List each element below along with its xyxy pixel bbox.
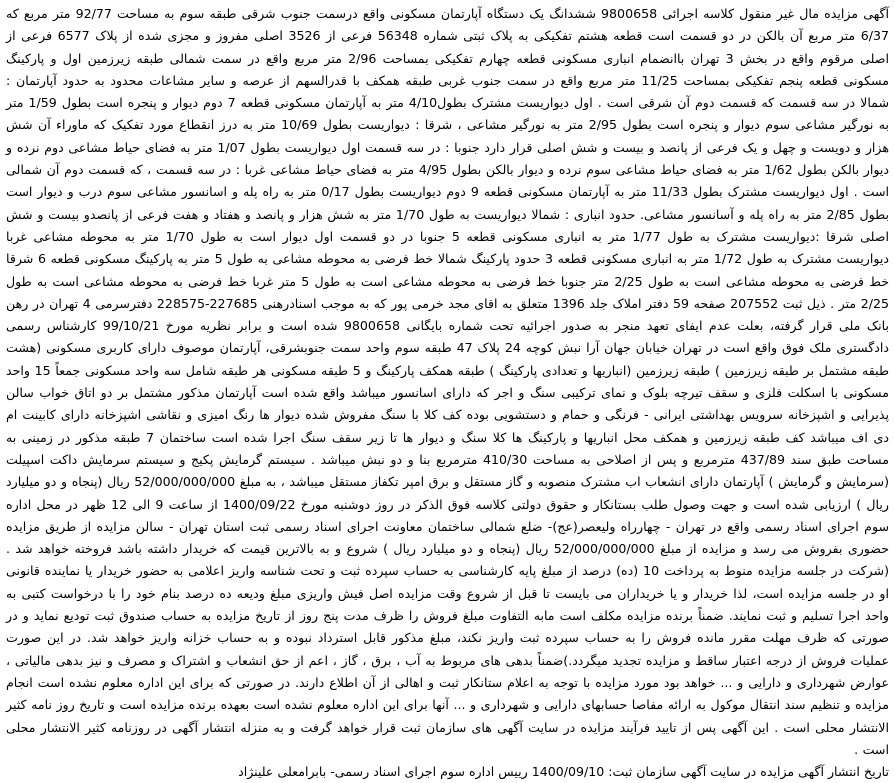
notice-body-text: آگهی مزایده مال غیر منقول کلاسه اجرائی 9800658 ششدانگ یک دستگاه آپارتمان مسکونی واقع درسمت جنوب شرقی طبقه سوم به مساحت 92/77 متر مربع که 6/37 متر مربع آن بالکن در دو قسمت است قطعه هشتم تفکیکی به پلاک ثبتی شماره 56348 فرعی از 3526 اصلی مفروز و مجزی شده از پلاک 6577 فرعی از اصلی مرقوم واقع در بخش 3 تهران باانضمام انباری مسکونی قطعه چهارم تفکیکی بمساحت 2/96 متر مربع واقع در سمت شمالی طبقه زیرزمین اول و پارکینگ مسکونی قطعه پنجم تفکیکی بمساحت 11/25 متر مربع واقع در سمت جنوب غربی طبقه همکف با قدرالسهم از عرصه و سایر مشاعات محدود به حدود آپارتمان : شمالا در سه قسمت که قسمت دوم آن شرقی است . اول دیواریست مشترک بطول4/10 متر به آپارتمان مسکونی قطعه 7 دوم دیوار و پنجره است بطول 1/59 متر به نورگیر مشاعی سوم دیوار و پنجره است بطول 2/95 متر به نورگیر مشاعی ، شرقا : دیواریست بطول 10/69 متر به درز انقطاع مورد تفکیک که ماوراء آن شش هزار و دویست و چهل و یک فرعی از پانصد و بیست و شش اصلی قرار دارد جنوبا : در سه قسمت اول دیواریست بطول 1/07 متر به فضای حیاط مشاعی دوم نرده و دیوار بالکن بطول 1/62 متر به فضای حیاط مشاعی سوم نرده و دیوار بالکن بطول 4/95 متر به فضای حیاط مشاعی غربا : در سه قسمت ، که قسمت دوم آن شمالی است . اول دیواریست مشترک بطول 11/33 متر به آپارتمان مسکونی قطعه 9 دوم دیواریست بطول 0/17 متر به راه پله و اسانسور مشاعی سوم درب و دیوار است بطول 2/85 متر به راه پله و آسانسور مشاعی. حدود انباری : شمالا دیواریست به طول 1/70 متر به شش هزار و پانصد و هفتاد و هفت فرعی از پانصدو بیست و شش اصلی شرقا :دیواریست مشترک به طول 1/77 متر به انباری مسکونی قطعه 5 جنوبا در دو قسمت اول دیوار است به طول 1/70 متر به محوطه مشاعی غربا دیواریست مشترک به طول 1/72 متر به انباری مسکونی قطعه 3 حدود پارکینگ شمالا خط فرضی به محوطه مشاعی به طول 5 متر به پارکینگ مسکونی قطعه 6 شرقا خط فرضی به محوطه مشاعی است به طول 2/25 متر جنوبا خط فرضی به محوطه مشاعی است به طول 5 متر غربا خط فرضی به محوطه مشاعی است به طول 2/25 متر . ذیل ثبت 207552 صفحه 59 دفتر املاک جلد 1396 متعلق به اقای مجد خرمی پور که به موجب اسنادرهنی 227685-228575 دفترسرمی 4 تهران در رهن بانک ملی قرار گرفته، بعلت عدم ایفای تعهد منجر به صدور اجرائیه تحت شماره بایگانی 9800658 شده است و برابر نظریه مورخ 99/10/21 کارشناس رسمی دادگستری ملک فوق واقع است در تهران خیابان جهان آرا نبش کوچه 24 پلاک 47 طبقه سوم واحد سمت جنوبشرقی، آپارتمان موصوف دارای کاربری مسکونی (هشت طبقه مشتمل بر طبقه زیرزمین ) طبقه زیرزمین (انباریها و تعدادی پارکینگ ) طبقه همکف پارکینگ و 5 طبقه مسکونی هر طبقه شامل سه واحد مسکونی جمعاً 15 واحد مسکونی با اسکلت فلزی و سقف تیرچه بلوک و نمای ترکیبی سنگ و اجر که دارای اسانسور میباشد واقع شده است آپارتمان مذکور مشتمل بر دو اتاق خواب سالن پذیرایی و اشپزخانه سرویس بهداشتی ایرانی - فرنگی و حمام و دستشویی بوده کف کلا با سنگ مفروش شده دیوار ها رنگ امیزی و نقاشی اشپزخانه دارای کابینت ام دی اف میباشد کف طبقه زیرزمین و همکف محل انباریها و پارکینگ ها کلا سنگ و دیوار ها تا زیر سقف سنگ اجرا شده است ساختمان 7 طبقه مذکور در زمینی به مساحت طبق سند 437/89 مترمربع و پس از اصلاحی به مساحت 410/30 مترمربع بنا و دو نبش میباشد . سیستم گرمایش پکیج و سیستم سرمایش داکت اسپیلت (سرمایش و گرمایش ) آپارتمان دارای انشعاب اب مشترک منصوبه و گاز مستقل و برق امپر تکفاز مستقل میباشد ، به مبلغ 52/000/000/000 ریال (پنجاه و دو میلیارد ریال ) ارزیابی شده است و جهت وصول طلب بستانکار و حقوق دولتی کلاسه فوق الذکر در روز دوشنبه مورخ 1400/09/22 از ساعت 9 الی 12 ظهر در محل اداره سوم اجرای اسناد رسمی واقع در تهران - چهارراه ولیعصر(عج)- ضلع شمالی ساختمان معاونت اجرای اسناد رسمی ثبت استان تهران - سالن مزایده از طریق مزایده حضوری بفروش می رسد و مزایده از مبلغ 52/000/000/000 ریال (پنجاه و دو میلیارد ریال ) شروع و به بالاترین قیمت که خریدار داشته باشد فروخته خواهد شد . (شرکت در جلسه مزایده منوط به پرداخت 10 (ده) درصد از مبلغ پایه کارشناسی به حساب سپرده ثبت و تحت شناسه واریز اعلامی به حضور خریدار یا نماینده قانونی او در جلسه مزایده است، لذا خریدار و یا خریداران می بایست تا قبل از شروع وقت مزایده اصل فیش واریزی مبلغ ودیعه ده درصد بنام خود را با درخواست کتبی به واحد اجرا تسلیم و ثبت نمایند. ضمناً برنده مزایده مکلف است مابه التفاوت مبلغ فروش را ظرف مدت پنج روز از تاریخ مزایده به حساب صندوق ثبت تودیع نماید و در صورتی که ظرف مهلت مقرر مانده فروش را به حساب سپرده ثبت واریز نکند، مبلغ مذکور قابل استرداد نبوده و به حساب خزانه واریز خواهد شد. در این صورت عملیات فروش از درجه اعتبار ساقط و مزایده تجدید میگردد.)ضمناً بدهی های مربوط به آب ، برق ، گاز ، اعم از حق انشعاب و اشتراک و مصرف و نیز بدهی مالیاتی ، عوارض شهرداری و دارایی و ... خواهد بود مورد مزایده با توجه به اعلام ستانکار ثبت و اهالی از آن اطلاع دارند. در صورتی که برای این اداره معلوم نشده است انجام مزایده و تنظیم سند انتقال موکول به ارائه مفاصا حسابهای دارایی و شهرداری و ... آنها برای این اداره معلوم نشده است بعهده برنده مزایده است و تاریخ روز نامه کثیر الانتشار محلی است . این آگهی پس از تایید فرآیند مزایده در سایت آگهی های سازمان ثبت قرار خواهد گرفت و به منزله انتشار آگهی در روزنامه کثیر الانتشار محلی است .: [6, 6, 890, 757]
notice-footer-text: تاریخ انتشار آگهی مزایده در سایت آگهی سازمان ثبت: 1400/09/10 رییس اداره سوم اجرای اسناد رسمی- بابرامعلی علینژاد: [238, 764, 889, 780]
